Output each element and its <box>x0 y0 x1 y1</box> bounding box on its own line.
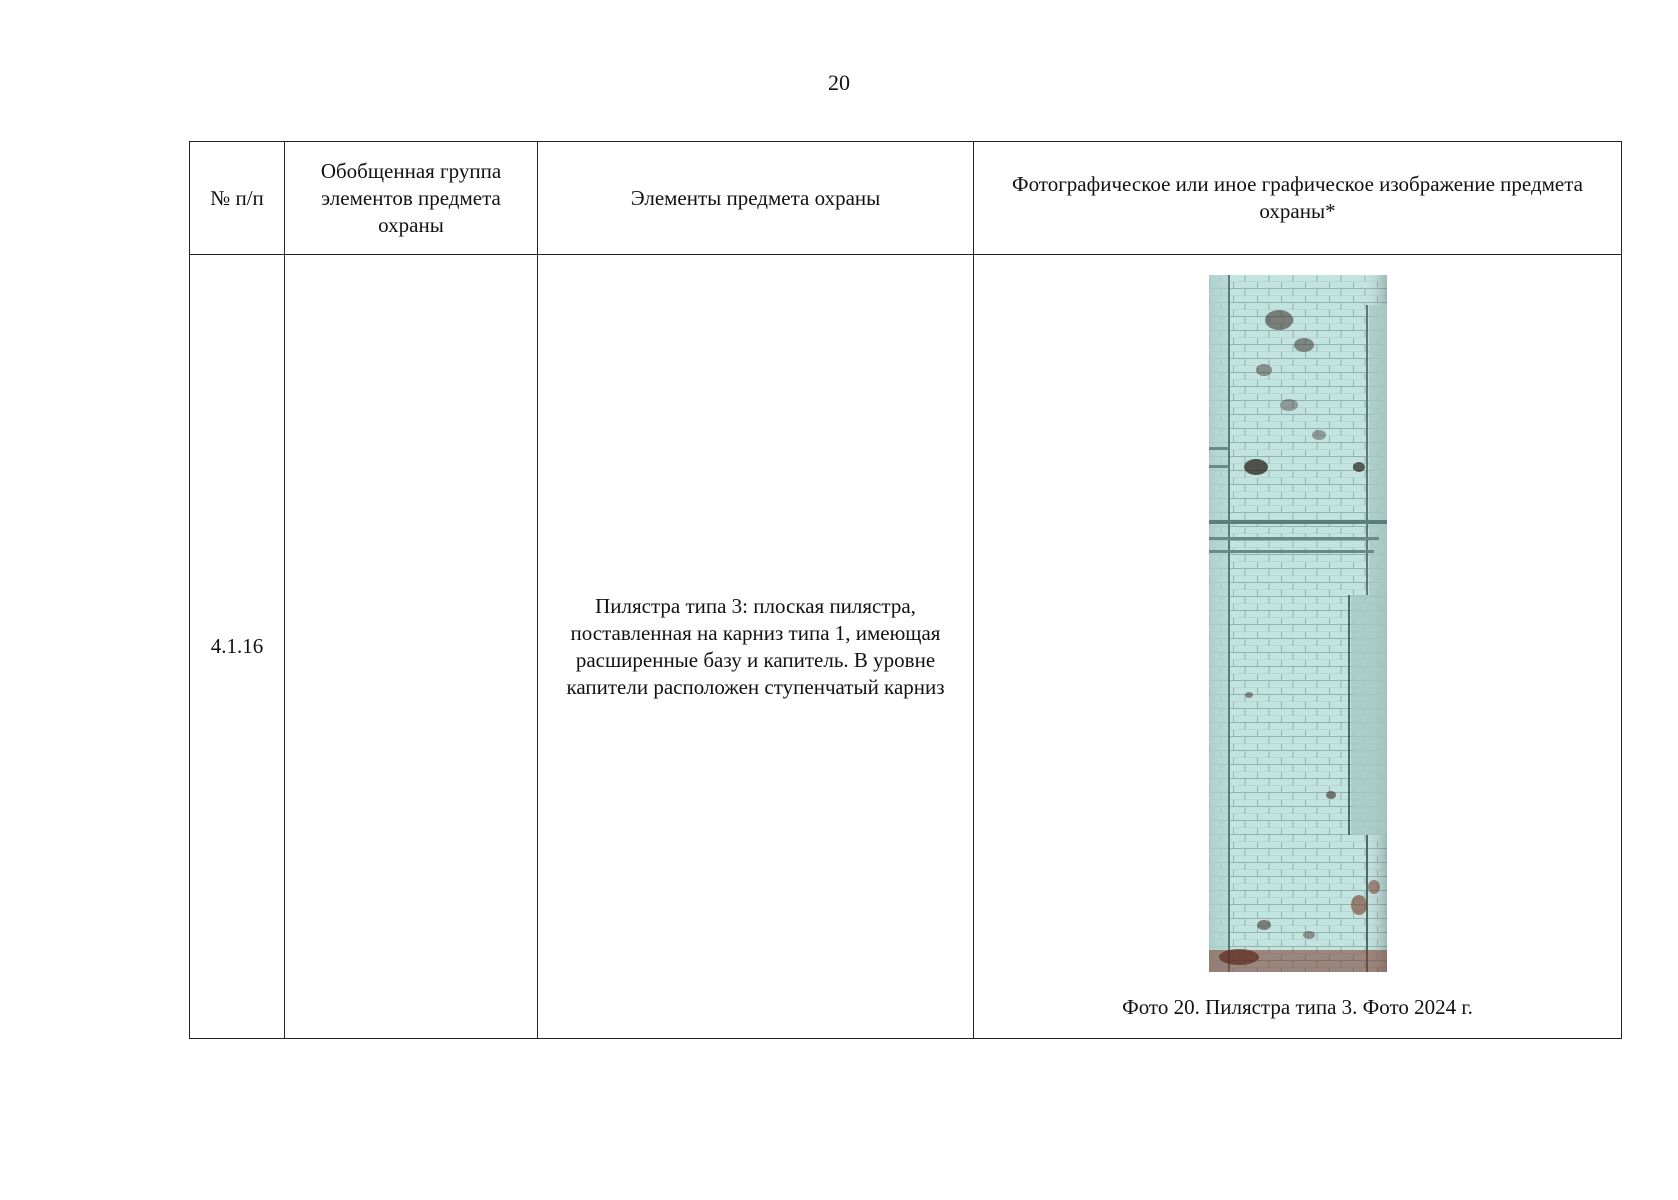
cell-group <box>285 255 538 1039</box>
cell-num: 4.1.16 <box>190 255 285 1039</box>
header-group: Обобщенная группа элементов предмета охраны <box>285 142 538 255</box>
elements-description: Пилястра типа 3: плоская пилястра, поставленная на карниз типа 1, имеющая расширенные базу и капитель. В уровне капители расположен ступенчатый карниз <box>566 593 945 699</box>
page-number: 20 <box>828 70 850 95</box>
header-num: № п/п <box>190 142 285 255</box>
table-header-row <box>190 142 1622 255</box>
photo-caption: Фото 20. Пилястра типа 3. Фото 2024 г. <box>1122 995 1473 1019</box>
pilaster-photo <box>1209 275 1387 972</box>
header-elements: Элементы предмета охраны <box>538 142 974 255</box>
table-row <box>190 255 1622 1039</box>
cell-elements <box>538 255 974 1039</box>
cell-photo <box>974 255 1622 1039</box>
protection-table <box>189 141 1622 1039</box>
photo-container <box>974 255 1621 1038</box>
header-photo: Фотографическое или иное графическое изображение предмета охраны* <box>974 142 1622 255</box>
